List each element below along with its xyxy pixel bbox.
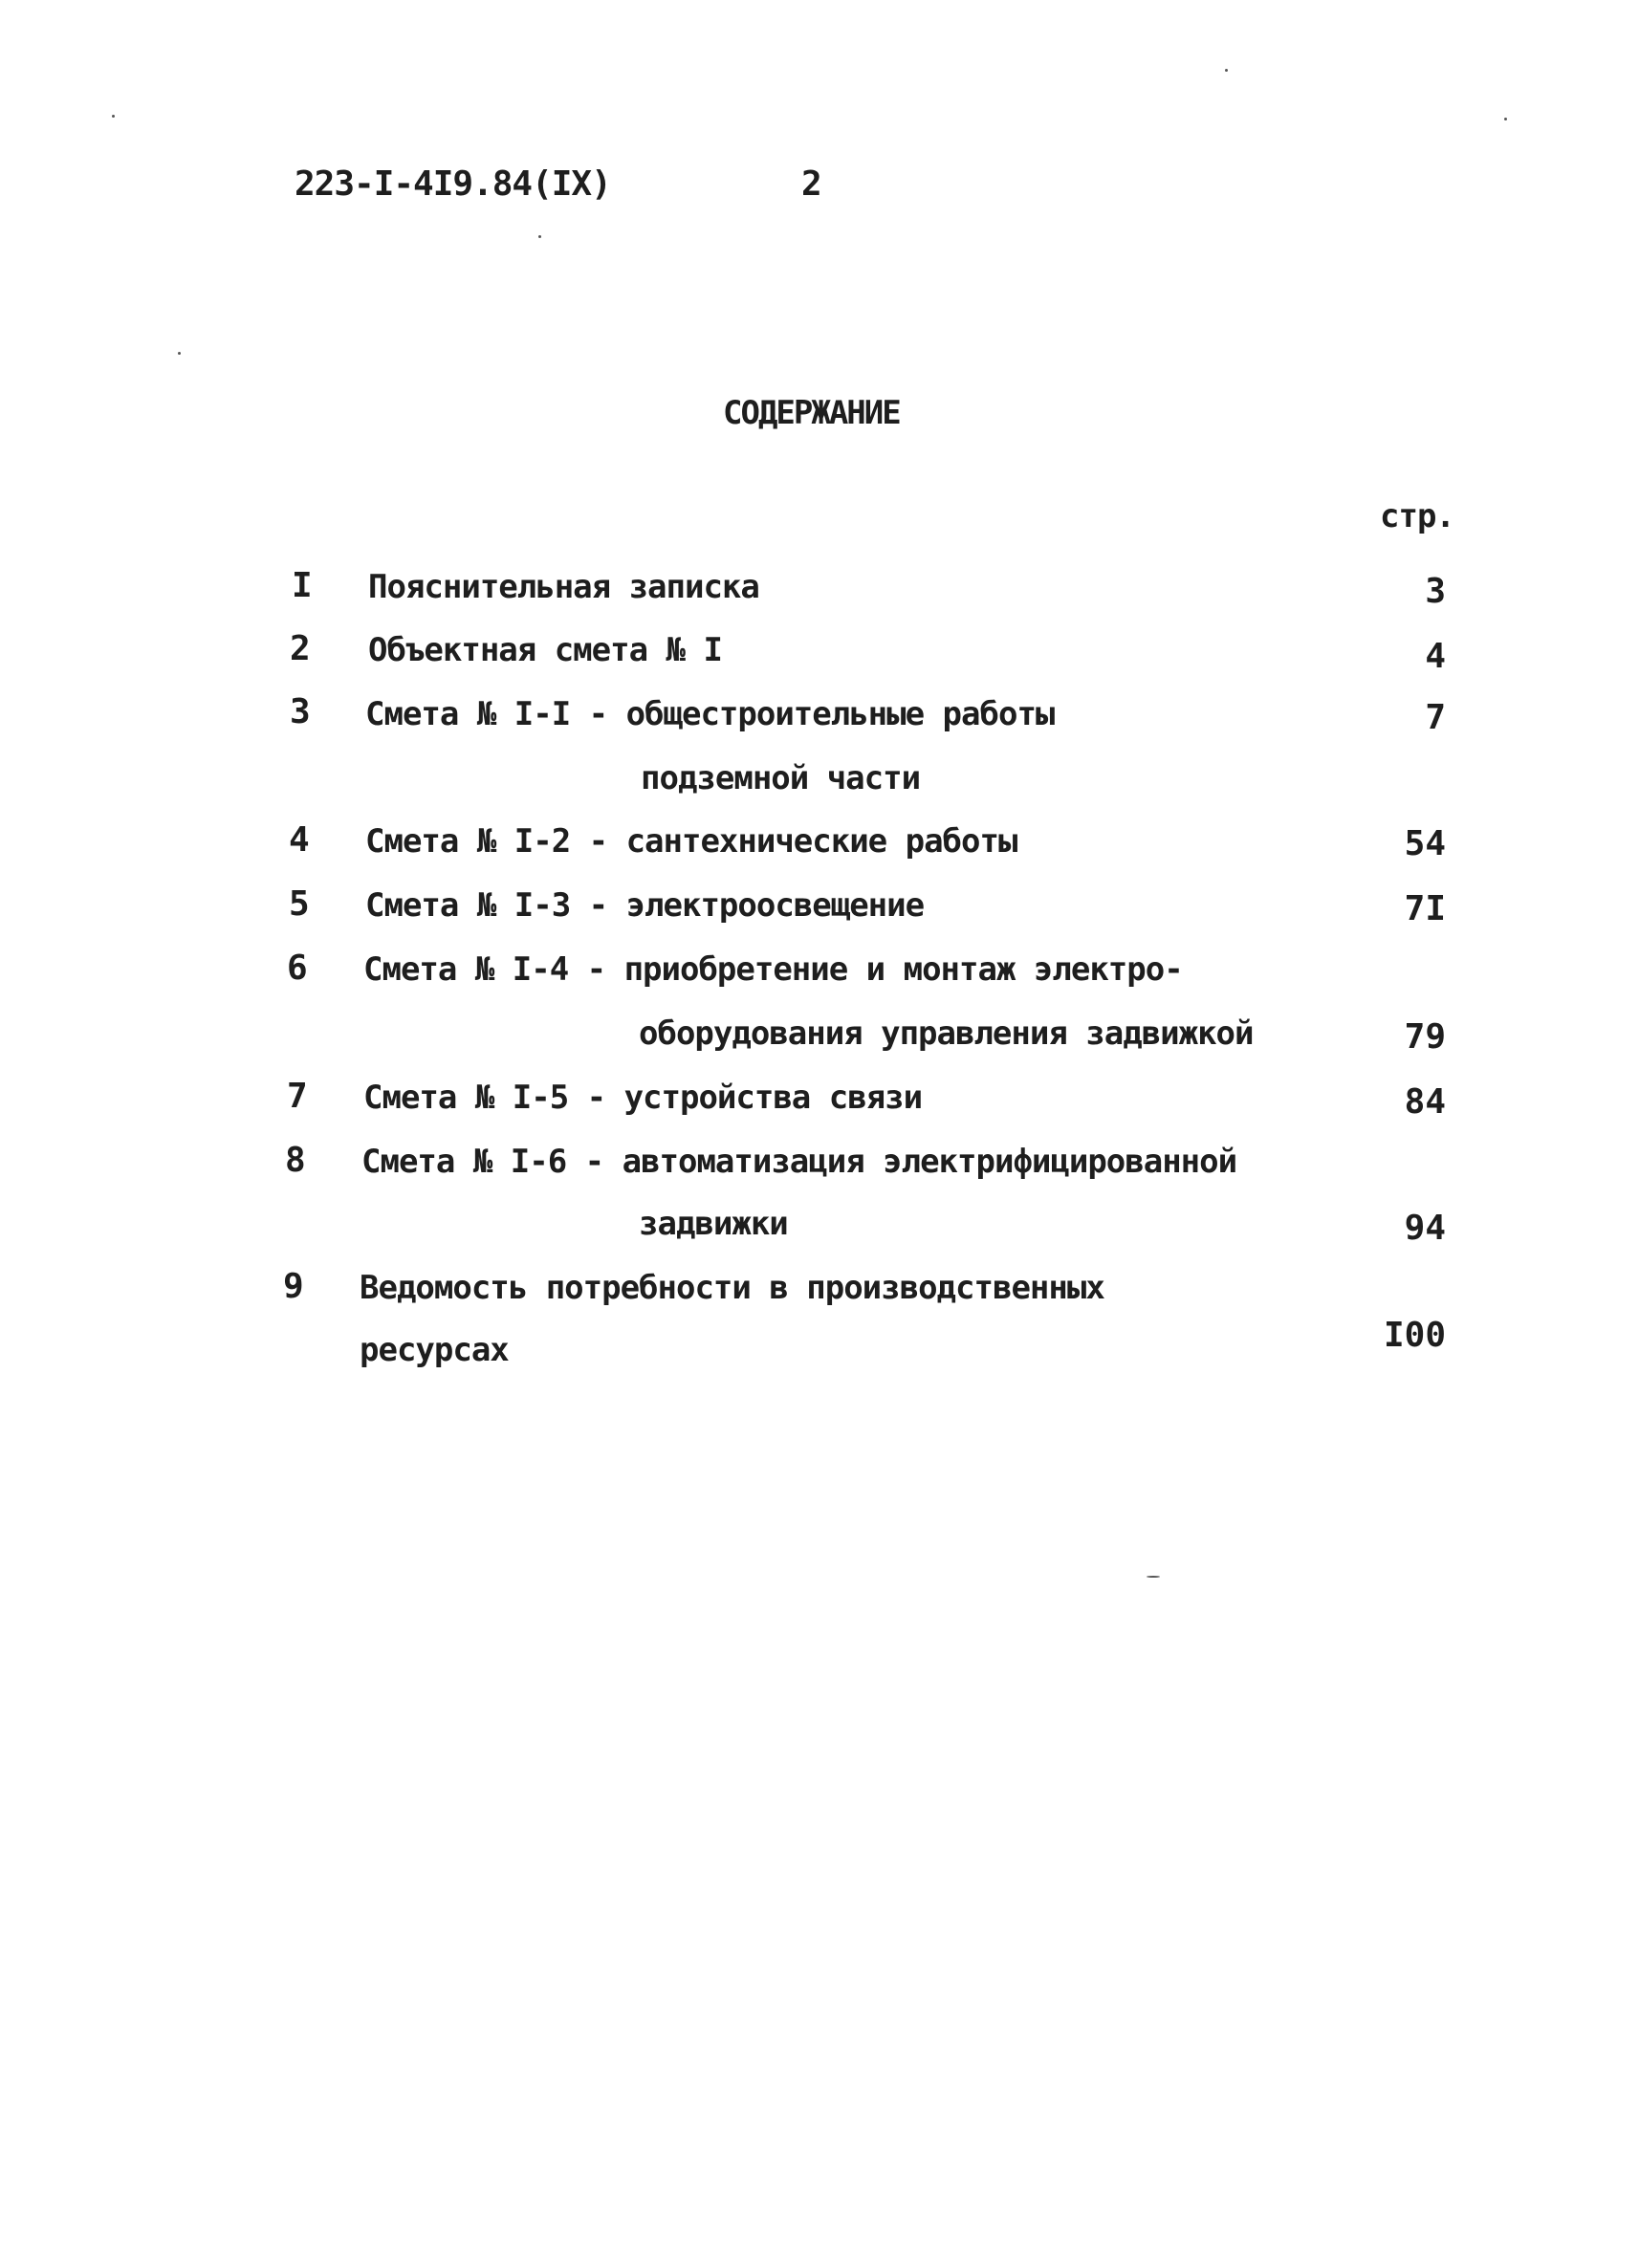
toc-item-page: 3 [1425,572,1446,611]
toc-item-number: 8 [285,1141,306,1180]
toc-item-page: 4 [1425,637,1446,676]
toc-item-text: Смета № I-3 - электроосвещение [365,886,925,925]
toc-item-page: 7 [1425,698,1446,737]
toc-item-page: 79 [1404,1017,1446,1057]
scan-speck [538,235,541,238]
toc-title: СОДЕРЖАНИЕ [723,394,900,432]
toc-item-page: 7I [1404,889,1446,928]
toc-item-number: I [292,566,313,605]
toc-item-text-continued: оборудования управления задвижкой [639,1014,1254,1053]
scan-speck [178,352,181,355]
scan-speck [1147,1576,1160,1578]
toc-item-number: 6 [287,949,308,988]
toc-item-number: 9 [283,1267,304,1306]
toc-item-text-continued: задвижки [639,1205,788,1243]
page-column-label: стр. [1380,497,1454,535]
scan-speck [1225,69,1228,72]
toc-item-text-continued: подземной части [641,759,921,797]
toc-item-text: Объектная смета № I [368,631,722,669]
toc-item-page: 94 [1404,1209,1446,1248]
toc-item-number: 7 [287,1077,308,1116]
toc-item-text: Смета № I-2 - сантехнические работы [365,822,1017,861]
scan-speck [112,115,115,118]
toc-item-text-continued: ресурсах [360,1331,509,1369]
page-number: 2 [801,164,821,204]
toc-item-text: Пояснительная записка [368,568,759,606]
toc-item-number: 4 [289,820,310,860]
toc-item-number: 3 [290,692,311,731]
toc-item-page: 84 [1404,1082,1446,1122]
document-code: 223-I-4I9.84(IX) [295,164,611,204]
toc-item-page: 54 [1404,824,1446,863]
scan-speck [1504,118,1507,120]
toc-item-text: Смета № I-6 - автоматизация электрифицированной [361,1143,1237,1181]
toc-item-number: 2 [290,629,311,668]
toc-item-text: Смета № I-5 - устройства связи [363,1079,923,1117]
toc-item-page: I00 [1383,1316,1446,1355]
toc-item-text: Ведомость потребности в производственных [360,1269,1104,1307]
toc-item-text: Смета № I-4 - приобретение и монтаж электро- [363,950,1183,989]
toc-item-text: Смета № I-I - общестроительные работы [365,695,1055,733]
toc-item-number: 5 [289,884,310,924]
